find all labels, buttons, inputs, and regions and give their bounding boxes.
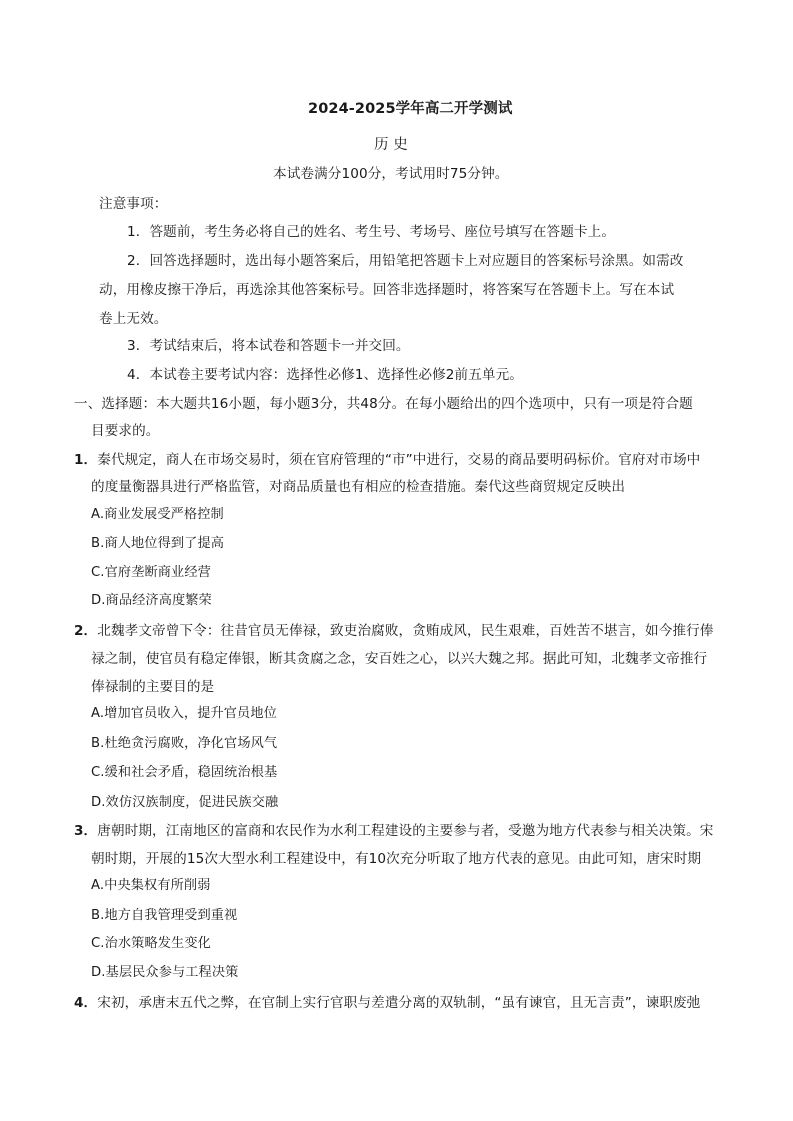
question-1-option-c: C.官府垄断商业经营 xyxy=(91,565,211,580)
question-2-stem-cont-1: 禄之制，使官员有稳定俸银，断其贪腐之念，安百姓之心，以兴大魏之邦。据此可知，北魏孝文帝推行 xyxy=(91,651,708,667)
question-number: 2． xyxy=(74,623,98,639)
note-2-line-1: 2．回答选择题时，选出每小题答案后，用铅笔把答题卡上对应题目的答案标号涂黑。如需改 xyxy=(127,253,684,269)
question-text: 北魏孝文帝曾下令：往昔官员无俸禄，致吏治腐败，贪贿成风，民生艰难，百姓苦不堪言，如今推行俸 xyxy=(97,623,714,639)
question-text: 秦代规定，商人在市场交易时，须在官府管理的“市”中进行，交易的商品要明码标价。官府对市场中 xyxy=(97,452,701,468)
question-2-option-c: C.缓和社会矛盾，稳固统治根基 xyxy=(91,765,278,780)
question-2-stem-cont-2: 俸禄制的主要目的是 xyxy=(91,679,215,695)
question-1-option-d: D.商品经济高度繁荣 xyxy=(91,593,212,608)
question-number: 1． xyxy=(74,452,98,468)
subject-title: 历 史 xyxy=(374,137,408,153)
question-3-option-b: B.地方自我管理受到重视 xyxy=(91,908,238,923)
note-2-line-2: 动，用橡皮擦干净后，再选涂其他答案标号。回答非选择题时，将答案写在答题卡上。写在本试 xyxy=(99,282,675,298)
score-info: 本试卷满分100分，考试用时75分钟。 xyxy=(273,166,509,182)
question-2-option-d: D.效仿汉族制度，促进民族交融 xyxy=(91,795,279,810)
question-3-stem xyxy=(74,822,713,840)
question-2-option-b: B.杜绝贪污腐败，净化官场风气 xyxy=(91,736,278,751)
question-1-stem xyxy=(74,451,700,469)
question-3-stem-cont: 朝时期，开展的15次大型水利工程建设中，有10次充分听取了地方代表的意见。由此可知，唐宋时期 xyxy=(91,851,702,867)
note-1: 1．答题前，考生务必将自己的姓名、考生号、考场号、座位号填写在答题卡上。 xyxy=(127,224,616,240)
section-1-heading: 一、选择题：本大题共16小题，每小题3分，共48分。在每小题给出的四个选项中，只有一项是符合题 xyxy=(74,396,693,412)
question-number: 4． xyxy=(74,995,98,1011)
section-1-heading-cont: 目要求的。 xyxy=(91,423,160,439)
note-2-line-3: 卷上无效。 xyxy=(99,311,168,327)
question-2-stem xyxy=(74,622,713,640)
question-text: 宋初，承唐末五代之弊，在官制上实行官职与差遣分离的双轨制，“虽有谏官，且无言责”，谏职废弛 xyxy=(97,995,701,1011)
question-1-option-a: A.商业发展受严格控制 xyxy=(91,507,224,522)
question-4-stem xyxy=(74,994,700,1012)
question-1-stem-cont: 的度量衡器具进行严格监管，对商品质量也有相应的检查措施。秦代这些商贸规定反映出 xyxy=(91,479,626,495)
question-3-option-d: D.基层民众参与工程决策 xyxy=(91,965,239,980)
question-3-option-a: A.中央集权有所削弱 xyxy=(91,878,211,893)
notes-heading: 注意事项： xyxy=(99,196,168,212)
question-3-option-c: C.治水策略发生变化 xyxy=(91,936,211,951)
exam-title: 2024-2025学年高二开学测试 xyxy=(308,101,513,117)
question-1-option-b: B.商人地位得到了提高 xyxy=(91,536,225,551)
note-3: 3．考试结束后，将本试卷和答题卡一并交回。 xyxy=(127,338,410,354)
question-number: 3． xyxy=(74,823,98,839)
note-4: 4．本试卷主要考试内容：选择性必修1、选择性必修2前五单元。 xyxy=(127,367,523,383)
question-2-option-a: A.增加官员收入，提升官员地位 xyxy=(91,706,277,721)
question-text: 唐朝时期，江南地区的富商和农民作为水利工程建设的主要参与者，受邀为地方代表参与相关决策。宋 xyxy=(97,823,714,839)
